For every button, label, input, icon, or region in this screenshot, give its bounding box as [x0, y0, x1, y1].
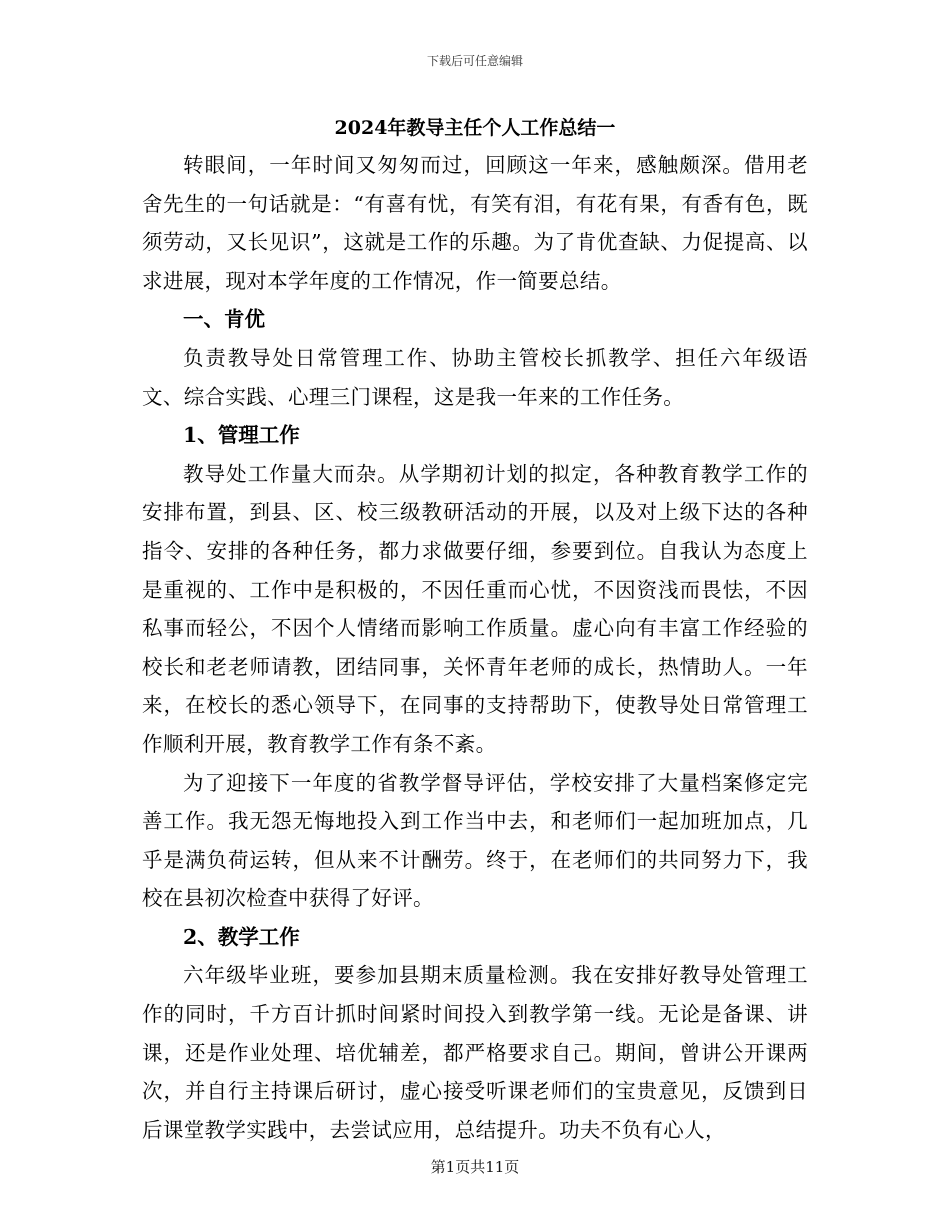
teaching-paragraph-1: 六年级毕业班，要参加县期末质量检测。我在安排好教导处管理工作的同时，千方百计抓时间紧时间投入到教学第一线。无论是备课、讲课，还是作业处理、培优辅差，都严格要求自己。期间，曾讲公开课两次，并自行主持课后研讨，虚心接受听课老师们的宝贵意见，反馈到日后课堂教学实践中，去尝试应用，总结提升。功夫不负有心人，	[142, 963, 808, 1142]
section-1-paragraph: 负责教导处日常管理工作、协助主管校长抓教学、担任六年级语文、综合实践、心理三门课程，这是我一年来的工作任务。	[142, 345, 808, 409]
document-body	[142, 112, 808, 1149]
management-paragraph-2: 为了迎接下一年度的省教学督导评估，学校安排了大量档案修定完善工作。我无怨无悔地投入到工作当中去，和老师们一起加班加点，几乎是满负荷运转，但从来不计酬劳。终于，在老师们的共同努力下，我校在县初次检查中获得了好评。	[142, 770, 808, 911]
intro-paragraph: 转眼间，一年时间又匆匆而过，回顾这一年来，感触颇深。借用老舍先生的一句话就是：“有喜有忧，有笑有泪，有花有果，有香有色，既须劳动，又长见识”，这就是工作的乐趣。为了肯优查缺、力促提高、以求进展，现对本学年度的工作情况，作一简要总结。	[142, 153, 808, 293]
page-number: 第1页共11页	[430, 1158, 520, 1176]
management-paragraph-1: 教导处工作量大而杂。从学期初计划的拟定，各种教育教学工作的安排布置，到县、区、校三级教研活动的开展，以及对上级下达的各种指令、安排的各种任务，都力求做要仔细，参要到位。自我认为态度上是重视的、工作中是积极的，不因任重而心忧，不因资浅而畏怯，不因私事而轻公，不因个人情绪而影响工作质量。虚心向有丰富工作经验的校长和老老师请教，团结同事，关怀青年老师的成长，热情助人。一年来，在校长的悉心领导下，在同事的支持帮助下，使教导处日常管理工作顺利开展，教育教学工作有条不紊。	[142, 461, 808, 756]
subsection-heading-teaching: 2、教学工作	[183, 924, 300, 949]
subsection-heading-management: 1、管理工作	[183, 423, 300, 448]
header-note: 下载后可任意编辑	[426, 54, 523, 68]
section-heading-1: 一、肯优	[183, 307, 265, 332]
document-title: 2024年教导主任个人工作总结一	[334, 117, 616, 139]
